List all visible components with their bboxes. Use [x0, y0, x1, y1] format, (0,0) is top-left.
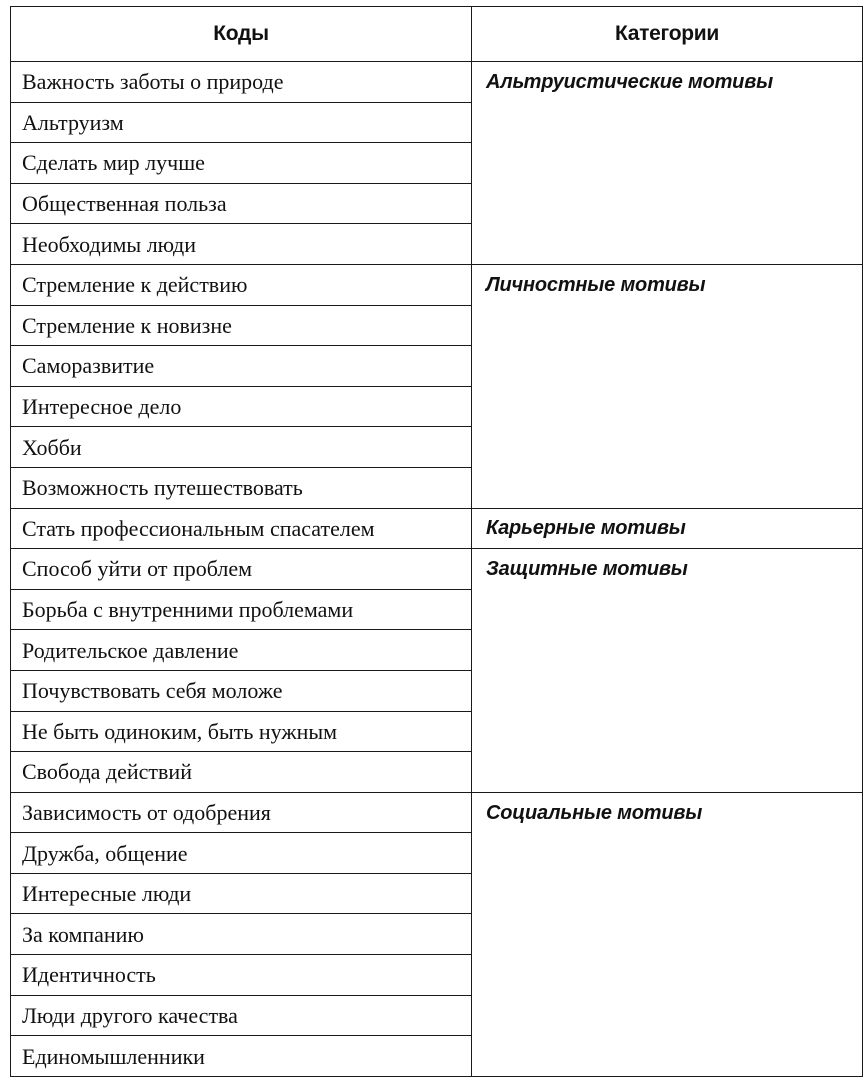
- category-cell: Личностные мотивы: [472, 264, 863, 508]
- header-row: [11, 7, 863, 62]
- code-cell: Возможность путешествовать: [11, 467, 472, 508]
- code-cell: Люди другого качества: [11, 995, 472, 1036]
- code-cell: Дружба, общение: [11, 833, 472, 874]
- code-cell: Саморазвитие: [11, 346, 472, 387]
- table-row: [11, 508, 863, 549]
- code-cell: Идентичность: [11, 955, 472, 996]
- code-cell: Родительское давление: [11, 630, 472, 671]
- code-cell: Стремление к новизне: [11, 305, 472, 346]
- table-row: [11, 549, 863, 590]
- code-cell: Зависимость от одобрения: [11, 792, 472, 833]
- code-cell: Необходимы люди: [11, 224, 472, 265]
- code-cell: Общественная польза: [11, 183, 472, 224]
- code-cell: Интересные люди: [11, 873, 472, 914]
- code-cell: Свобода действий: [11, 752, 472, 793]
- table-row: [11, 62, 863, 103]
- header-categories: Категории: [472, 7, 863, 62]
- code-cell: Интересное дело: [11, 386, 472, 427]
- code-cell: За компанию: [11, 914, 472, 955]
- table-row: [11, 792, 863, 833]
- category-cell: Социальные мотивы: [472, 792, 863, 1076]
- code-cell: Альтруизм: [11, 102, 472, 143]
- code-cell: Стремление к действию: [11, 264, 472, 305]
- code-cell: Хобби: [11, 427, 472, 468]
- code-cell: Способ уйти от проблем: [11, 549, 472, 590]
- code-cell: Стать профессиональным спасателем: [11, 508, 472, 549]
- header-codes: Коды: [11, 7, 472, 62]
- codes-categories-table: [10, 6, 863, 1077]
- code-cell: Почувствовать себя моложе: [11, 670, 472, 711]
- code-cell: Сделать мир лучше: [11, 143, 472, 184]
- category-cell: Альтруистические мотивы: [472, 62, 863, 265]
- code-cell: Борьба с внутренними проблемами: [11, 589, 472, 630]
- table-row: [11, 264, 863, 305]
- code-cell: Единомышленники: [11, 1036, 472, 1077]
- code-cell: Важность заботы о природе: [11, 62, 472, 103]
- category-cell: Защитные мотивы: [472, 549, 863, 793]
- code-cell: Не быть одиноким, быть нужным: [11, 711, 472, 752]
- category-cell: Карьерные мотивы: [472, 508, 863, 549]
- table-body: [11, 62, 863, 1077]
- table-header: [11, 7, 863, 62]
